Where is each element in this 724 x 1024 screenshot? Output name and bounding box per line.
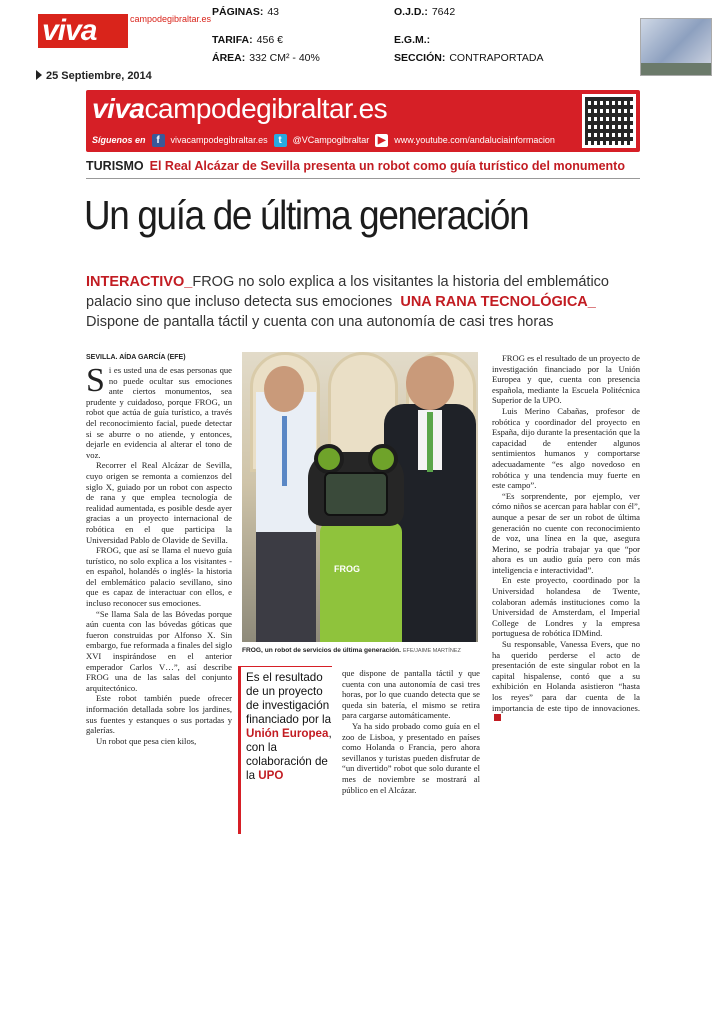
- youtube-url: www.youtube.com/andaluciainformacion: [394, 135, 555, 145]
- newspaper-logo-sub: campodegibraltar.es: [130, 14, 212, 24]
- frog-robot: [320, 522, 402, 642]
- paragraph: “Es sorprendente, por ejemplo, ver cómo niños se acercan para hablar con él”, aunque a pesar de ser un robot de última generación no cuente con reconocimiento de voz, una línea en la que, asegura Merino, se podría trabajar ya que “por ahora es un audio guía pero con más inteligencia e interactividad”.: [492, 490, 640, 575]
- play-arrow-icon: [36, 70, 42, 80]
- publication-date: 25 Septiembre, 2014: [36, 70, 152, 82]
- drop-cap: S: [86, 362, 105, 399]
- site-banner: [86, 90, 640, 152]
- section-tag: TURISMO: [86, 159, 144, 173]
- photo-caption: FROG, un robot de servicios de última generación. EFE/JAIME MARTÍNEZ: [242, 647, 461, 654]
- facebook-handle: vivacampodegibraltar.es: [170, 135, 268, 145]
- youtube-icon: ▶: [375, 134, 388, 147]
- paragraph: Luis Merino Cabañas, profesor de robótica y coordinador del proyecto en España, dijo durante la presentación que la capacidad de entender algunos sentimientos humanos y comportarse adecuadamente “es algo novedoso en robótica y una tendencia muy fuerte en este campo”.: [492, 405, 640, 491]
- article-column-3: [492, 353, 640, 724]
- banner-social-row: [92, 132, 574, 148]
- banner-title: vivacampodegibraltar.es: [92, 93, 388, 124]
- qr-code: [582, 94, 636, 148]
- paragraph: “Se llama Sala de las Bóvedas porque aún cuenta con las bóvedas góticas que fueron construidas por Alfonso X. Sin embargo, fue reformada a finales del siglo XVI inspirándose en el anterior emperador Carlos V…”, así describe FROG una de las salas del conjunto arquitectónico.: [86, 608, 232, 693]
- paragraph: Este robot también puede ofrecer información detallada sobre los jardines, sus fuentes y estanques o sus portadas y galerías.: [86, 693, 232, 736]
- paragraph: FROG, que así se llama el nuevo guía turístico, no solo explica a los visitantes -en español, holandés o inglés- la historia del emblemático palacio sevillano, sino que es capaz de interactuar con ellos, e incluso reconocer sus emociones.: [86, 545, 232, 609]
- twitter-handle: @VCampogibraltar: [292, 135, 370, 145]
- section-line: [86, 158, 625, 174]
- newspaper-logo: viva: [38, 14, 128, 48]
- meta-tarifa: TARIFA: 456 €: [212, 34, 283, 46]
- divider: [86, 178, 640, 179]
- meta-ojd: O.J.D.: 7642: [394, 6, 456, 18]
- meta-area: ÁREA: 332 CM² - 40%: [212, 52, 320, 64]
- frog-robot-label: FROG: [334, 564, 360, 574]
- facebook-icon: f: [152, 134, 165, 147]
- article-column-2: [342, 668, 480, 795]
- person-left-head: [264, 366, 304, 412]
- subhead: INTERACTIVO_FROG no solo explica a los visitantes la historia del emblemático palacio sino que incluso detecta sus emociones UNA RANA TECNOLÓGICA_ Dispone de pantalla táctil y cuenta con una autonomía de casi tres horas: [86, 274, 609, 330]
- meta-seccion: SECCIÓN: CONTRAPORTADA: [394, 52, 544, 64]
- paragraph: Ya ha sido probado como guía en el zoo de Lisboa, y presentado en países como Holanda o Francia, pero ahora sevillanos y turistas pueden disfrutar de “un divertido” robot que solo durante el mes de noviembre se mostrará al público en el Alcázar.: [342, 720, 480, 795]
- section-kicker: El Real Alcázar de Sevilla presenta un robot como guía turístico del monumento: [149, 159, 625, 173]
- person-right-head: [406, 356, 454, 410]
- paragraph: En este proyecto, coordinado por la Universidad holandesa de Twente, colaboran además instituciones como la Universidad de Amsterdam, el Imperial College de Londres y la empresa portuguesa de robótica IDMind.: [492, 575, 640, 639]
- frog-robot-head: [308, 452, 404, 526]
- article-column-1: SEVILLA. AÍDA GARCÍA (EFE) Si es usted una de esas personas que no puede ocultar sus emociones ante ciertos monumentos, sea prudente y cuidadoso, porque FROG, un robot que actúa de guía turístico, a través del reconocimiento facial, puede detectar si se aburre o no atiende, y entonces, dejarle en evidencia al alterar el tono de voz. Recorrer el Real Alcázar de Sevilla, cuyo origen se remonta a comienzos del siglo X, guiado por un robot con aspecto de rana y que emplea tecnología de realidad aumentada, es posible desde ayer gracias a un proyecto internacional de robótica en el que participa la Universidad Pablo de Olavide de Sevilla. FROG, que así se llama el nuevo guía turístico, no solo explica a los visitantes -en español, holandés o inglés- la historia del emblemático palacio sevillano, sino que es capaz de interactuar con ellos, e incluso reconocer sus emociones. “Se llama Sala de las Bóvedas porque aún cuenta con las bóvedas góticas que fueron construidas por Alfonso X. Sin embargo, fue reformada a finales del siglo XVI inspirándose en el anterior emperador Carlos V…”, así describe FROG una de las salas del conjunto arquitectónico. Este robot también puede ofrecer información detallada sobre los jardines, sus fuentes y estanques o sus portadas y galerías. Un robot que pesa cien kilos,: [86, 354, 232, 746]
- end-mark-icon: [494, 714, 501, 721]
- follow-label: Síguenos en: [92, 135, 146, 145]
- page-thumbnail: [640, 18, 712, 76]
- byline: SEVILLA. AÍDA GARCÍA (EFE): [86, 354, 186, 361]
- paragraph: Su responsable, Vanessa Evers, que no ha querido perderse el acto de presentación de este singular robot en la capital hispalense, contó que a su exhibición en Holanda asistieron “hasta los reyes” para dar cuenta de la importancia de este tipo de innovaciones.: [492, 639, 640, 713]
- paragraph: FROG es el resultado de un proyecto de investigación financiado por la Unión Europea y que, cuenta con presencia española, mediante la Escuela Politécnica Superior de la UPO.: [492, 353, 640, 406]
- paragraph: Un robot que pesa cien kilos,: [96, 735, 197, 746]
- meta-egm: E.G.M.:: [394, 34, 431, 46]
- twitter-icon: t: [274, 134, 287, 147]
- meta-paginas: PÁGINAS: 43: [212, 6, 280, 18]
- headline: Un guía de última generación: [84, 192, 529, 238]
- pull-quote: Es el resultado de un proyecto de investigación financiado por la Unión Europea, con la colaboración de la UPO: [238, 666, 332, 834]
- paragraph: Recorrer el Real Alcázar de Sevilla, cuyo origen se remonta a comienzos del siglo X, guiado por un robot con aspecto de rana y que emplea tecnología de realidad aumentada, es posible desde ayer gracias a un proyecto internacional de robótica en el que participa la Universidad Pablo de Olavide de Sevilla.: [86, 460, 232, 545]
- paragraph: que dispone de pantalla táctil y que cuenta con una autonomía de casi tres horas, por lo que cuando detecta que se queda sin batería, el mismo se retira para cargarse automáticamente.: [342, 668, 480, 721]
- article-photo: [242, 352, 478, 642]
